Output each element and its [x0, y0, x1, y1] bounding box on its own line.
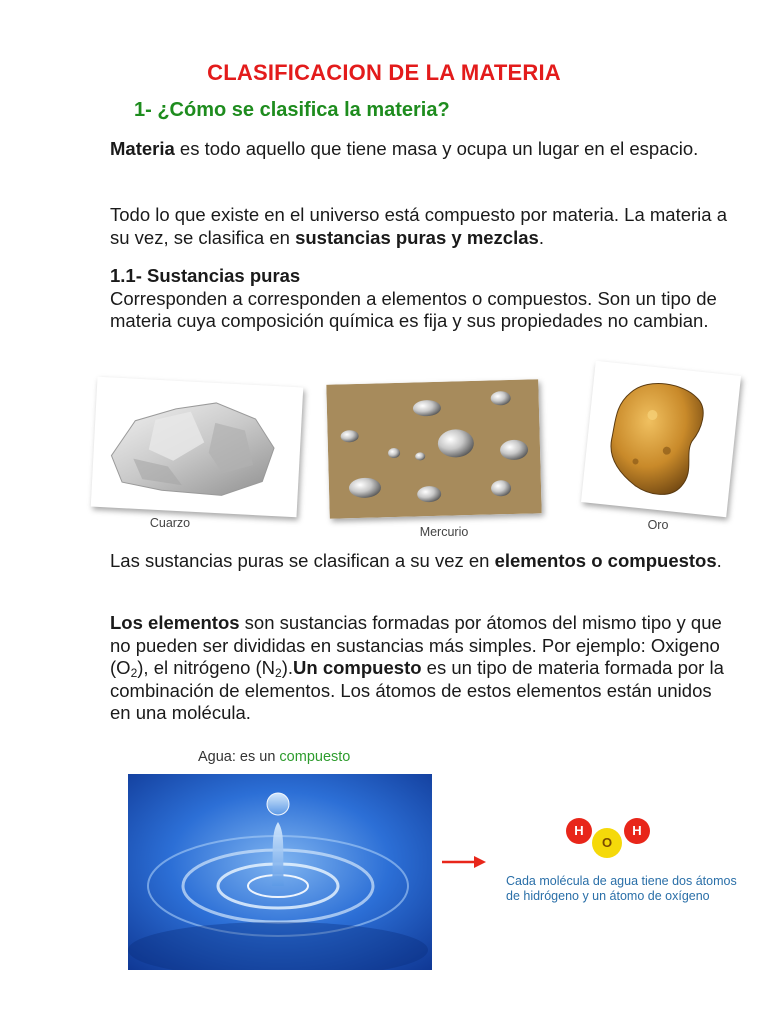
caption-cuarzo: Cuarzo [149, 516, 191, 530]
water-molecule [560, 814, 660, 864]
gold-image [581, 361, 741, 517]
water-molecule-description: Cada molécula de agua tiene dos átomos de hidrógeno y un átomo de oxígeno [506, 874, 737, 903]
paragraph-elementos-compuestos: Los elementos son sustancias formadas por átomos del mismo tipo y que no pueden ser divididas en sustancias más simples. Por ejemplo: Oxigeno $(O_2)$, el nitrógeno $(N_2).Un$ compuesto es un tipo de materia formada por la combinación de elementos. Los átomos de estos elementos están unidos en una molécula. [110, 612, 724, 723]
water-drop-image [128, 774, 432, 970]
mercury-icon [326, 379, 541, 519]
section-heading: 1.1- Sustancias puras [110, 265, 301, 286]
paragraph-clasificacion: Las sustancias puras se clasifican a su vez en elementos o compuestos. [110, 550, 722, 571]
term-materia: Materia [110, 138, 175, 159]
quartz-icon [91, 377, 304, 518]
quartz-image [91, 377, 304, 518]
caption-mercurio: Mercurio [419, 525, 469, 539]
section-question: 1- ¿Cómo se clasifica la materia? [134, 99, 450, 121]
hydrogen-atom-right: H [624, 818, 650, 844]
gold-nugget-icon [581, 361, 741, 517]
water-figure-label: Agua: es un compuesto [198, 749, 351, 765]
caption-oro: Oro [647, 518, 669, 532]
paragraph-universo: Todo lo que existe en el universo está compuesto por materia. La materia a su vez, se clasifica en sustancias puras y mezclas. [110, 204, 728, 248]
hydrogen-atom-left: H [566, 818, 592, 844]
page-title: CLASIFICACION DE LA MATERIA [207, 60, 561, 85]
paragraph-materia: Materia es todo aquello que tiene masa y ocupa un lugar en el espacio. [110, 138, 699, 159]
oxygen-atom: O [592, 828, 622, 858]
arrow-right-icon [440, 854, 486, 870]
section-sustancias-puras [110, 265, 730, 333]
section-text: Corresponden a corresponden a elementos o compuestos. Son un tipo de materia cuya composición química es fija y sus propiedades no cambian. [110, 287, 717, 331]
mercury-image [326, 379, 541, 519]
water-drop-icon [128, 774, 432, 970]
